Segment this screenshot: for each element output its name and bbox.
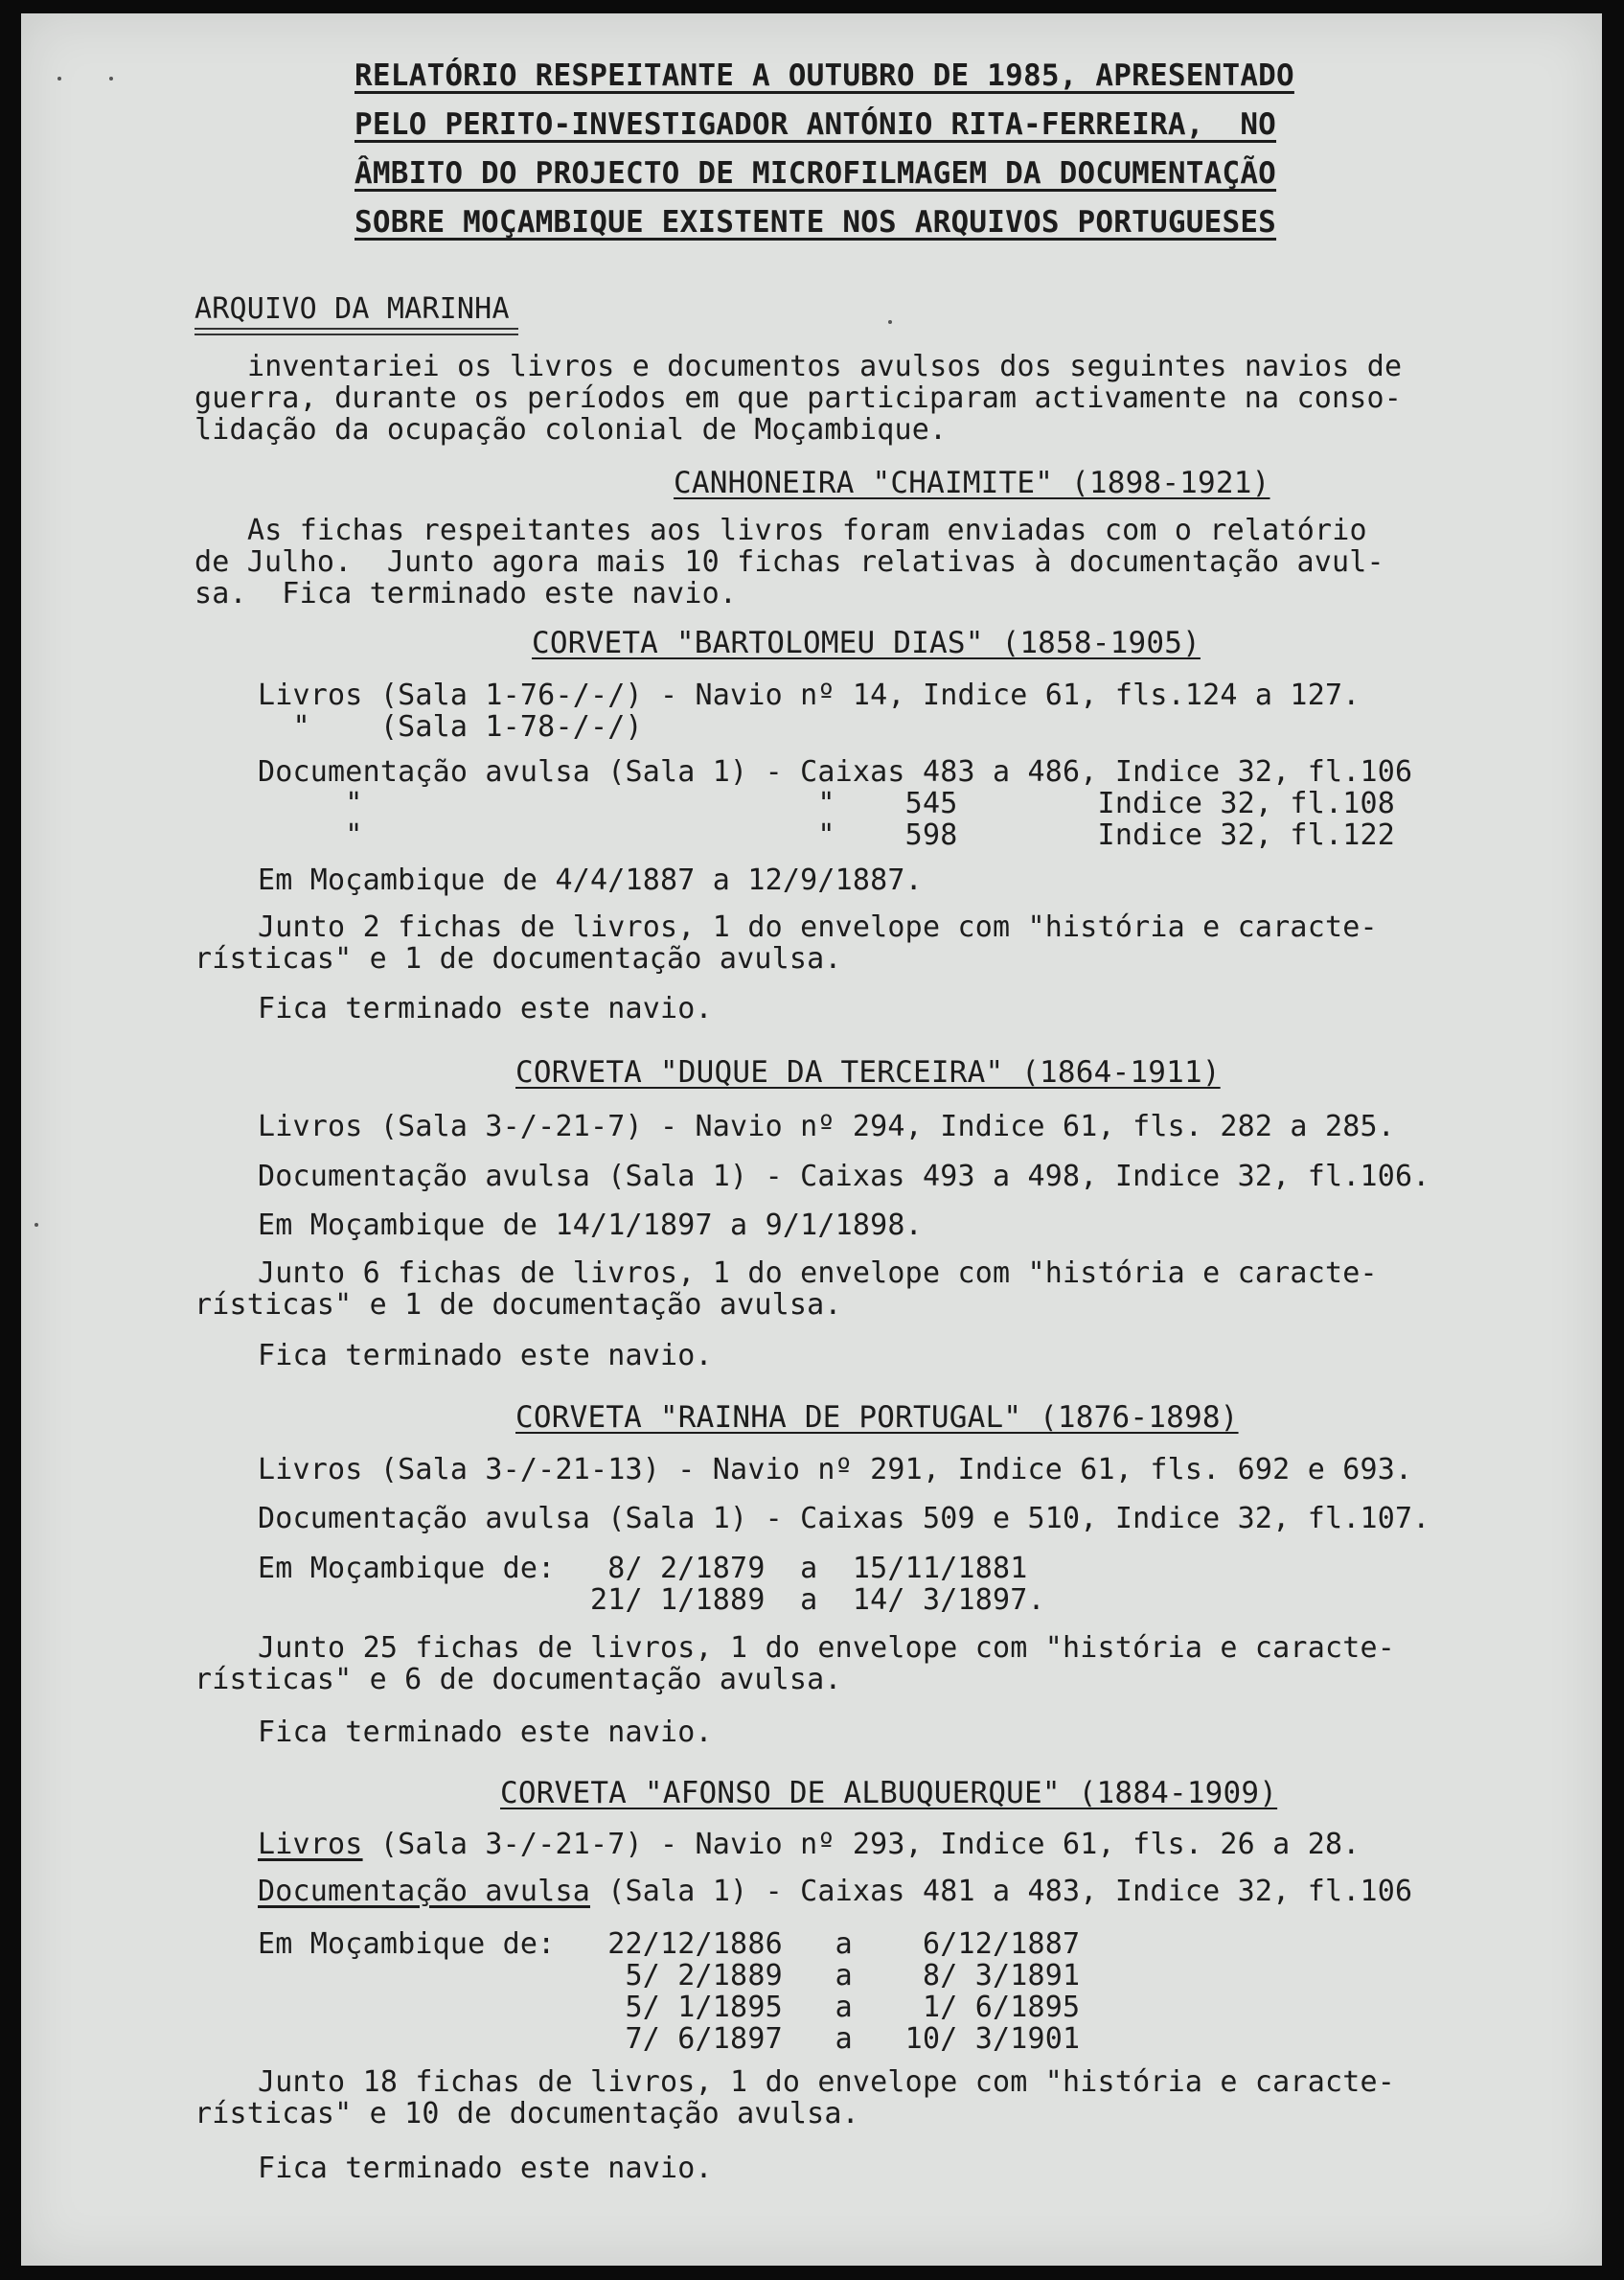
s2-livros-1: Livros (Sala 1-76-/-/) - Navio nº 14, Indice 61, fls.124 a 127. (258, 679, 1361, 712)
s5-livros-label: Livros (258, 1828, 363, 1861)
paper-speck (57, 77, 61, 81)
header-line-3: ÂMBITO DO PROJECTO DE MICROFILMAGEM DA DOCUMENTAÇÃO (355, 156, 1277, 191)
s2-mozambique: Em Moçambique de 4/4/1887 a 12/9/1887. (258, 864, 923, 897)
s1-line-1: As fichas respeitantes aos livros foram enviadas com o relatório (247, 514, 1367, 547)
section-duque-terceira-title: CORVETA "DUQUE DA TERCEIRA" (1864-1911) (515, 1055, 1221, 1090)
s4-livros: Livros (Sala 3-/-21-13) - Navio nº 291, Indice 61, fls. 692 e 693. (258, 1453, 1413, 1486)
paper-speck (888, 320, 892, 324)
archive-heading: ARQUIVO DA MARINHA (194, 292, 510, 326)
s1-line-2: de Julho. Junto agora mais 10 fichas relativas à documentação avul- (194, 545, 1384, 579)
header-line-4: SOBRE MOÇAMBIQUE EXISTENTE NOS ARQUIVOS PORTUGUESES (355, 205, 1277, 240)
s2-doc-2: " " 545 Indice 32, fl.108 (258, 787, 1395, 820)
s5-end: Fica terminado este navio. (258, 2152, 713, 2185)
s5-livros (258, 1829, 1361, 1861)
s5-mozambique-4: 7/ 6/1897 a 10/ 3/1901 (258, 2022, 1081, 2056)
s5-junto-2: rísticas" e 10 de documentação avulsa. (194, 2097, 859, 2130)
section-afonso-albuquerque-title: CORVETA "AFONSO DE ALBUQUERQUE" (1884-1909) (500, 1776, 1278, 1810)
s5-doc-text: (Sala 1) - Caixas 481 a 483, Indice 32, fl.106 (589, 1875, 1413, 1908)
s4-mozambique-2: 21/ 1/1889 a 14/ 3/1897. (258, 1583, 1045, 1617)
section-bartolomeu-dias-title: CORVETA "BARTOLOMEU DIAS" (1858-1905) (532, 626, 1201, 660)
intro-line-1: inventariei os livros e documentos avulsos dos seguintes navios de (247, 350, 1403, 383)
document-page (21, 13, 1602, 2266)
s2-junto-1: Junto 2 fichas de livros, 1 do envelope com "história e caracte- (258, 910, 1378, 944)
s2-end: Fica terminado este navio. (258, 992, 713, 1025)
s3-mozambique: Em Moçambique de 14/1/1897 a 9/1/1898. (258, 1209, 923, 1242)
s3-end: Fica terminado este navio. (258, 1339, 713, 1372)
s5-mozambique-1: Em Moçambique de: 22/12/1886 a 6/12/1887 (258, 1927, 1081, 1961)
s3-junto-1: Junto 6 fichas de livros, 1 do envelope com "história e caracte- (258, 1256, 1378, 1290)
s2-livros-2: " (Sala 1-78-/-/) (258, 710, 643, 744)
header-line-2: PELO PERITO-INVESTIGADOR ANTÓNIO RITA-FERREIRA, NO (355, 107, 1277, 142)
s5-junto-1: Junto 18 fichas de livros, 1 do envelope com "história e caracte- (258, 2065, 1395, 2099)
s4-doc: Documentação avulsa (Sala 1) - Caixas 509 e 510, Indice 32, fl.107. (258, 1502, 1430, 1535)
s2-junto-2: rísticas" e 1 de documentação avulsa. (194, 942, 842, 976)
s5-mozambique-3: 5/ 1/1895 a 1/ 6/1895 (258, 1991, 1081, 2024)
paper-speck (109, 77, 113, 81)
s4-junto-1: Junto 25 fichas de livros, 1 do envelope com "história e caracte- (258, 1631, 1395, 1665)
s4-mozambique-1: Em Moçambique de: 8/ 2/1879 a 15/11/1881 (258, 1552, 1028, 1585)
s4-junto-2: rísticas" e 6 de documentação avulsa. (194, 1663, 842, 1696)
s3-junto-2: rísticas" e 1 de documentação avulsa. (194, 1288, 842, 1322)
intro-line-2: guerra, durante os períodos em que participaram activamente na conso- (194, 381, 1403, 415)
s1-line-3: sa. Fica terminado este navio. (194, 577, 738, 610)
s4-end: Fica terminado este navio. (258, 1716, 713, 1749)
s5-doc (258, 1876, 1412, 1908)
s5-livros-text: (Sala 3-/-21-7) - Navio nº 293, Indice 61, fls. 26 a 28. (362, 1828, 1361, 1861)
paper-speck (34, 1223, 38, 1227)
s2-doc-1: Documentação avulsa (Sala 1) - Caixas 483 a 486, Indice 32, fl.106 (258, 755, 1413, 789)
s3-doc: Documentação avulsa (Sala 1) - Caixas 493 a 498, Indice 32, fl.106. (258, 1160, 1430, 1193)
s5-doc-label: Documentação avulsa (258, 1875, 590, 1908)
header-line-1: RELATÓRIO RESPEITANTE A OUTUBRO DE 1985, APRESENTADO (355, 58, 1294, 93)
section-chaimite-title: CANHONEIRA "CHAIMITE" (1898-1921) (674, 466, 1270, 500)
intro-line-3: lidação da ocupação colonial de Moçambique. (194, 413, 948, 447)
s2-doc-3: " " 598 Indice 32, fl.122 (258, 818, 1395, 852)
s3-livros: Livros (Sala 3-/-21-7) - Navio nº 294, Indice 61, fls. 282 a 285. (258, 1110, 1395, 1143)
s5-mozambique-2: 5/ 2/1889 a 8/ 3/1891 (258, 1959, 1081, 1992)
archive-heading-double-underline (194, 328, 518, 335)
section-rainha-portugal-title: CORVETA "RAINHA DE PORTUGAL" (1876-1898) (515, 1400, 1239, 1435)
